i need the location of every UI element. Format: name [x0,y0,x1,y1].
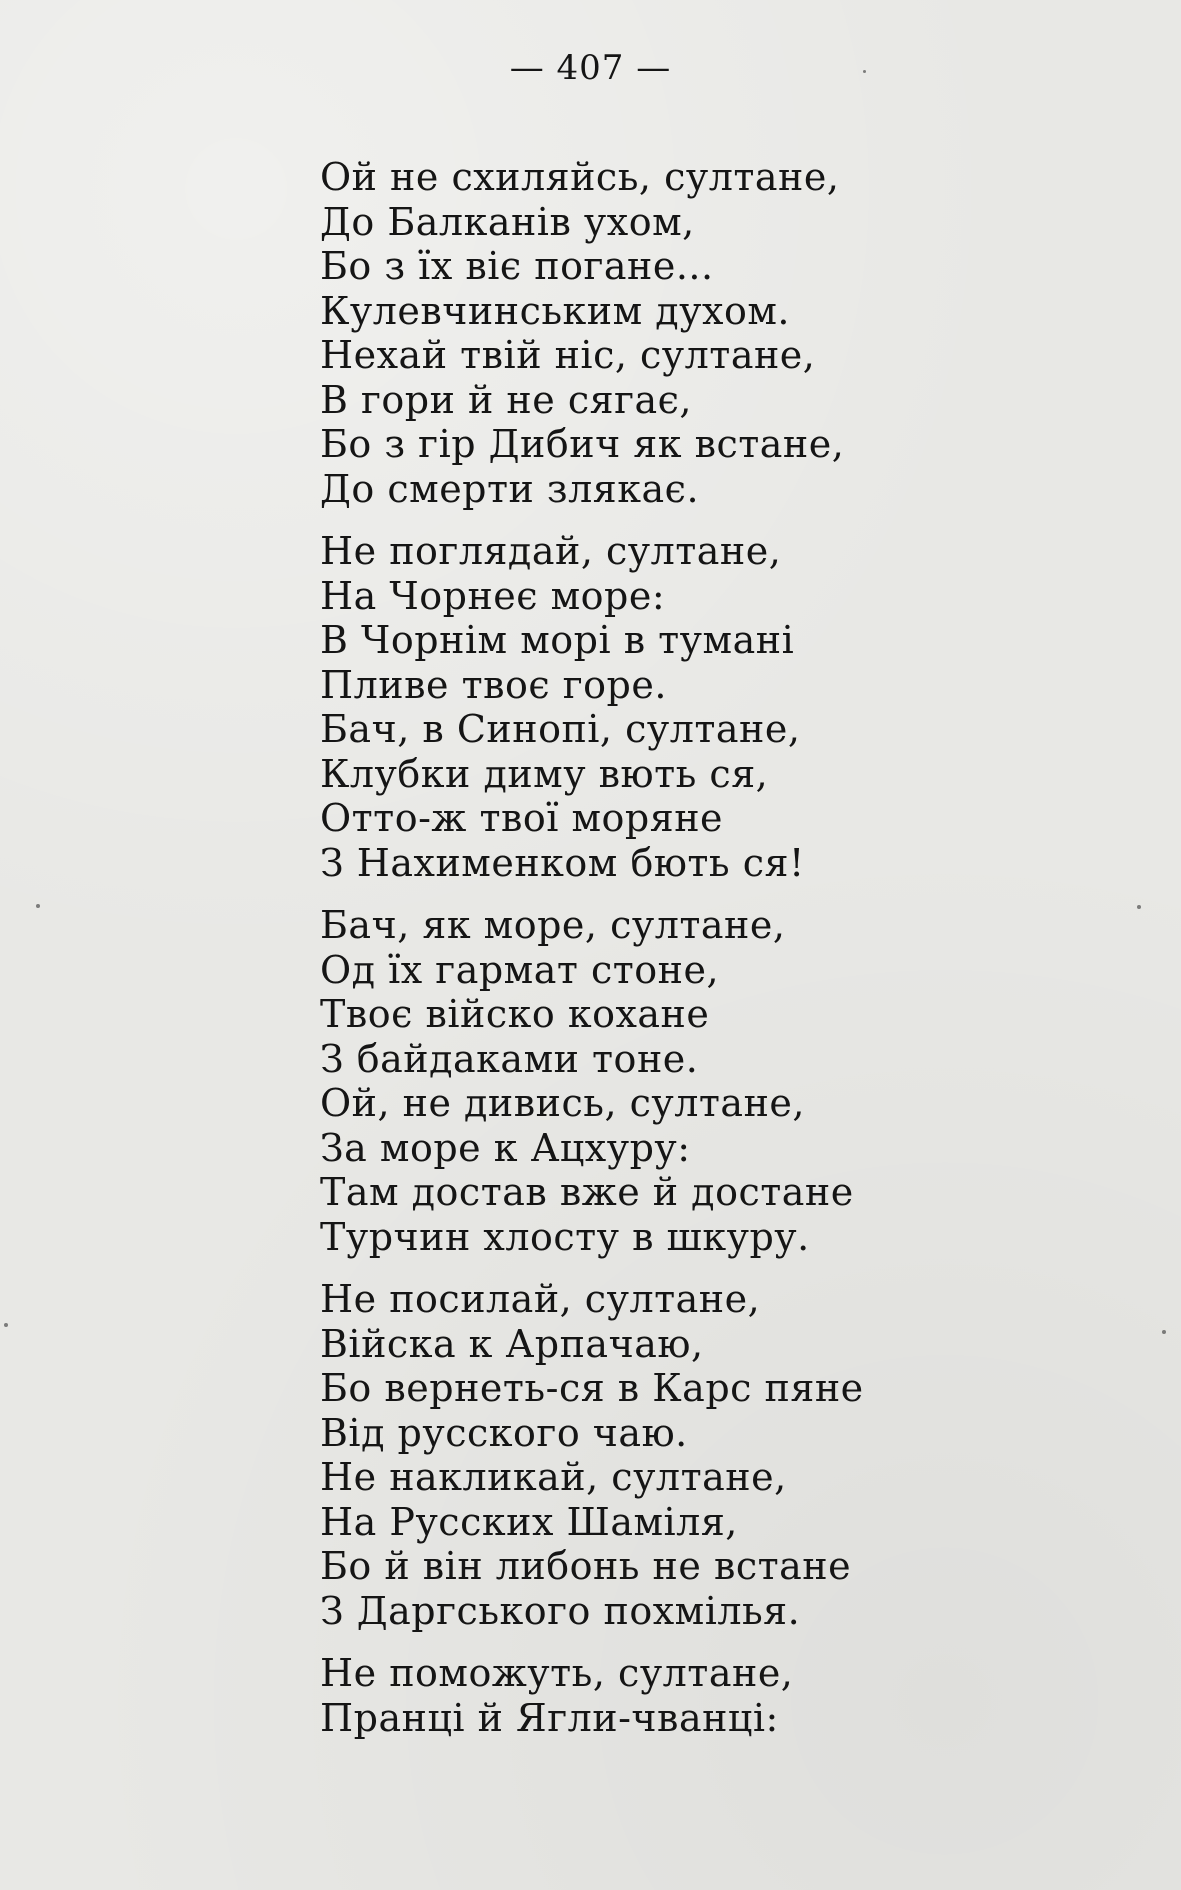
poem-line: Бач, як море, султане, [320,903,786,947]
stanza [320,1277,920,1633]
print-speck [4,1323,8,1327]
poem-line: Від русского чаю. [320,1410,688,1455]
poem-line: З байдаками тоне. [320,1036,699,1081]
poem-line: Бо з гір Дибич як встане, [320,422,845,466]
poem-line: Ой не схиляйсь, султане, [320,155,840,199]
poem-line: Бо вернеть-ся в Карс пяне [320,1366,864,1410]
print-speck [36,904,40,908]
poem-line: Не посилай, султане, [320,1277,761,1321]
print-speck [863,70,866,73]
poem-line: Турчин хлосту в шкуру. [320,1214,810,1259]
poem-line: Твоє війско кохане [320,992,710,1036]
poem-line: За море к Ацхуру: [320,1125,691,1170]
poem-line: Війска к Арпачаю, [320,1321,704,1366]
stanza [320,903,920,1259]
poem-line: З Нахименком бють ся! [320,840,805,885]
poem-line: В Чорнім морі в тумані [320,618,795,662]
poem-line: Бо з їх віє погане... [320,244,714,288]
poem-line: Отто-ж твої моряне [320,796,724,840]
poem-line: В гори й не сягає, [320,377,693,422]
stanza [320,1651,920,1740]
page-number: — 407 — [509,48,672,88]
poem-line: Не накликай, султане, [320,1455,787,1499]
poem-line: Од їх гармат стоне, [320,947,720,992]
poem-line: Ой, не дивись, султане, [320,1081,805,1125]
poem-line: Бач, в Синопі, султане, [320,707,801,751]
poem-line: На Русских Шаміля, [320,1499,738,1544]
poem-line: До смерти злякає. [320,466,700,511]
poem-line: Клубки диму вють ся, [320,751,769,796]
print-speck [1162,1330,1166,1334]
print-speck [1137,905,1141,909]
poem-line: Пливе твоє горе. [320,662,667,707]
poem-line: Там достав вже й достане [320,1170,854,1214]
poem-line: Не поможуть, султане, [320,1651,794,1695]
poem-line: Пранці й Ягли-чванці: [320,1695,779,1740]
poem-line: Нехай твій ніс, султане, [320,333,816,377]
poem-line: З Даргського похмілья. [320,1588,801,1633]
poem-line: Не поглядай, султане, [320,529,782,573]
poem-line: Кулевчинським духом. [320,288,790,333]
poem-text [320,155,920,1758]
poem-line: Бо й він либонь не встане [320,1544,852,1588]
poem-line: На Чорнеє море: [320,573,666,618]
stanza [320,155,920,511]
stanza [320,529,920,885]
poem-line: До Балканів ухом, [320,199,695,244]
